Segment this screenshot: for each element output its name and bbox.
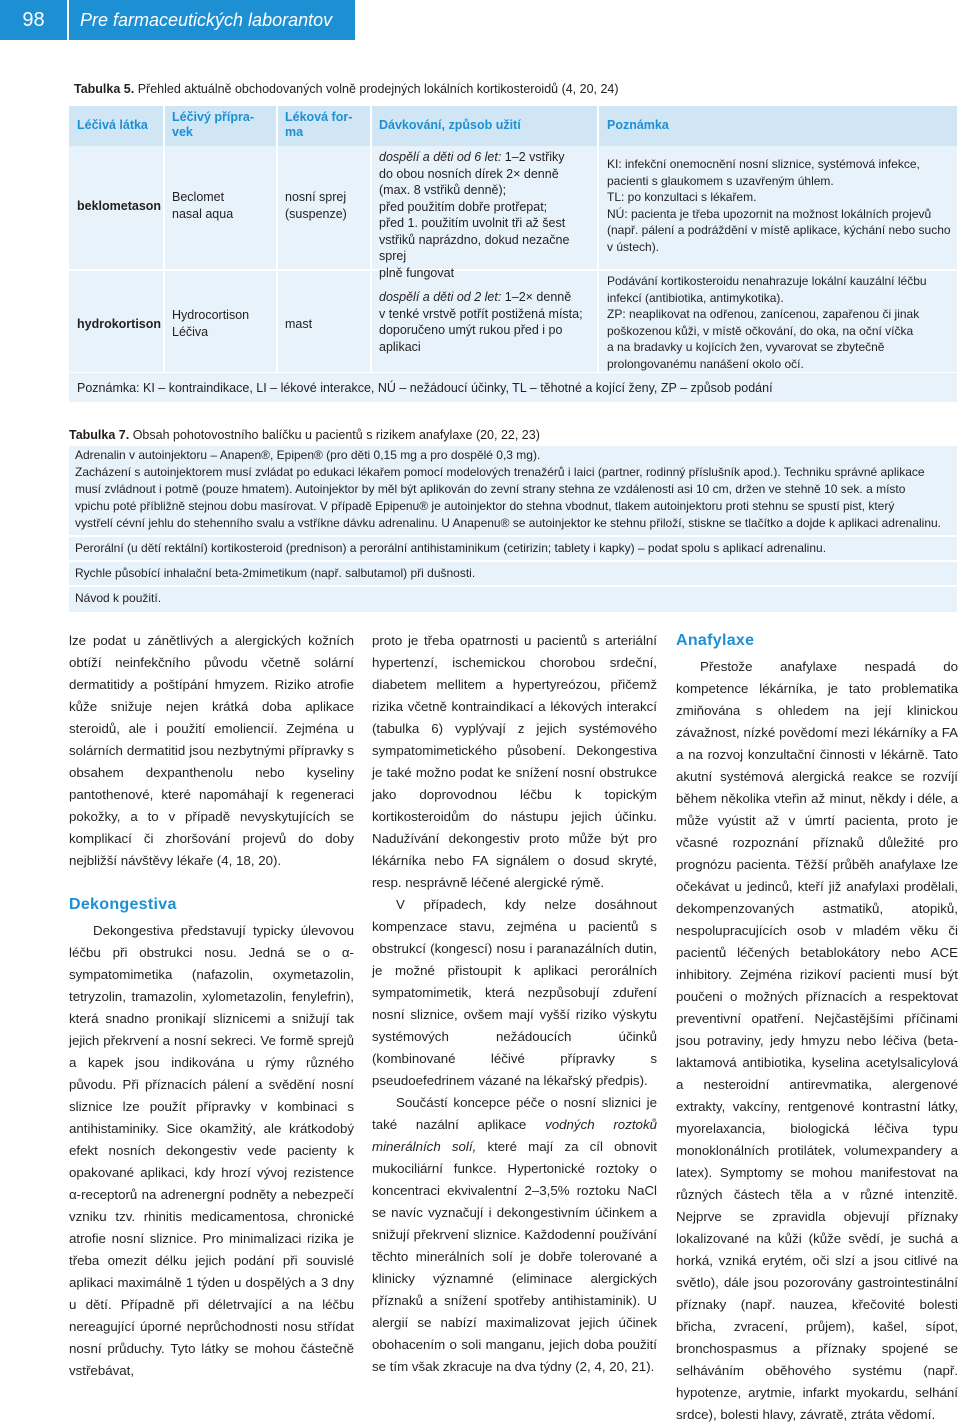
row2-preparation-line1: Hydrocortison [172,308,250,322]
row-divider [69,535,957,537]
row1-note-line: KI: infekční onemocnění nosní sliznice, systémová infekce, [607,157,920,171]
table7-caption-text: Obsah pohotovostního balíčku u pacientů s rizikem anafylaxe (20, 22, 23) [129,428,540,442]
table7-caption [69,428,540,442]
header-substance: Léčivá látka [77,118,148,132]
dekongestiva-paragraph: Dekongestiva představují typicky úlevovou léčbu při obstrukci nosu. Jedná se o α-sympatomimetika (nafazolin, oxymetazolin, tetryzolin, tramazolin, xylometazolin, fenylefrin), která snadno pronikají sliznicemi a snižují tak jejich překrvení a nosní sekreci. Ve formě sprejů a kapek jsou indikována u rýmy různého původu. Při příznacích pálení a svědění nosní sliznice lze použít přípravky v kombinaci s antihistaminiky. Sice okamžitý, ale krátkodobý efekt nosních dekongestiv vede pacienty k opakované aplikaci, kdy hrozí vývoj rezistence α-receptorů na adrenergní podněty a nebezpečí vzniku tzv. rhinitis medicamentosa, chronické atrofie nosní sliznice. Pro minimalizaci rizika je třeba omezit délku jejich podání při souvislé aplikaci maximálně 1 týden u dospělých a 3 dny u dětí. Případně při déletrvající a na léčbu nereagující úporné neprůchodnosti nosu střídat nosní průduchy. Tyto látky se mohou částečně vstřebávat, [69,923,354,1378]
table7-adrenalin [75,447,949,532]
col2-paragraph-3 [372,1092,657,1378]
header-dosage: Dávkování, způsob užití [379,118,521,132]
table5 [69,106,957,402]
row2-dosage-line: doporučeno umýt rukou před i po [379,323,563,337]
row1-dosage-prefix: dospělí a děti od 6 let: [379,150,502,164]
header-preparation-line2: vek [172,125,193,139]
row1-dosage-line: plně fungovat [379,265,455,280]
row2-note-line: ZP: neaplikovat na odřenou, zanícenou, zapařenou či jinak [607,307,920,321]
col2-p3-end: které mají za cíl obnovit mukociliární funkce. Hypertonické roztoky o koncentraci ekvivalentní 2–3,5% roztoku NaCl se navíc vyznačují i dekongestivním účinkem a snižují překrvení sliznice. Každodenní používání těchto minerálních solí je dobře tolerované a klinicky významné (eliminace alergických příznaků a snížení spotřeby antihistaminik). U alergií se nabízí maximalizovat jejich účinek obohacením o soli manganu, jejich doba použití se tím však zkracuje na dva týdny (2, 4, 20, 21). [372,1139,657,1374]
table7 [69,446,957,612]
row1-note [607,156,955,255]
row1-dosage-line: před 1. použitím uvolnit tři až šest [379,216,566,230]
header-note: Poznámka [607,118,669,132]
row1-preparation-line1: Beclomet [172,190,225,204]
table5-caption [74,82,619,96]
table7-instructions: Návod k použití. [75,591,162,605]
row1-dosage [379,149,594,281]
column-divider [370,106,372,372]
row2-preparation-line2: Léčiva [172,325,209,339]
text-column-3 [676,630,958,1426]
table7-label: Tabulka 7. [69,428,130,442]
dekongestiva-heading: Dekongestiva [69,896,177,913]
row1-preparation-line2: nasal aqua [172,207,234,221]
anafylaxe-paragraph: Přestože anafylaxe nespadá do kompetence lékárníka, je tato problematika zmiňována s ohledem na její klinickou závažnost, nízké povědomí mezi lékárníky a FA a na rozvoj konzultační činnosti v lékárně. Tato akutní systémová alergická reakce se rozvíjí během několika vteřin až minut, někdy i déle, a může vyústit až v úmrtí pacienta, proto je včasné rozpoznání příznaků důležité pro prognózu pacienta. Těžší průběh anafylaxe lze očekávat u jedinců, kteří již anafylaxi prodělali, dekompenzovaných astmatiků, atopiků, nespolupracujících osob v mladém věku či pacientů léčených betablokátory nebo ACE inhibitory. Zejména rizikoví pacienti musí být poučeni o možných příznacích a respektovat preventivní opatření. Nejčastějšími příčinami jsou potraviny, jedy hmyzu nebo léčiva (beta-laktamová antibiotika, kyselina acetylsalicylová a nesteroidní antirevmatika, alergenové extrakty, vakcíny, rentgenové kontrastní látky, myorelaxancia, biologická léčiva typu monoklonálních protilátek, volumexpandery a latex). Symptomy se mohou manifestovat na různých částech těla a v různé intenzitě. Nejprve se zpravidla objevují příznaky lokalizované na kůži (kůže svědí, je suchá a horká, vzniká erytém, oči slzí a jsou citlivé na světlo), dále jsou pozorovány gastrointestinální příznaky (např. nauzea, křečovité bolesti břicha, zvracení, průjem), kašel, sípot, bronchospasmus a příznaky spojené se selháváním oběhového systému (např. hypotenze, arytmie, infarkt myokardu, selhání srdce), bolesti hlavy, závratě, ztráta vědomí. [676,659,958,1422]
row1-form-line1: nosní sprej [285,190,347,204]
table7-line: vpichu poté příbližně stejnou dobu masírovat. V případě Epipenu® je autoinjektor do stehna vbodnut, tlakem autoinjektoru proti stehnu se spustí pist, který [75,499,895,513]
table7-line: Adrenalin v autoinjektoru – Anapen®, Epipen® (pro děti 0,15 mg a pro dospělé 0,3 mg). [75,448,541,462]
column-divider [597,106,599,372]
column-divider [276,106,278,372]
anafylaxe-heading: Anafylaxe [676,632,755,649]
row1-dosage-line: vstřiků naprázdno, dokud nezačne sprej [379,232,570,263]
row2-substance: hydrokortison [77,317,162,331]
row2-note-line: poškozenou kůži, v místě očkování, do oka, na oční víčka [607,323,914,338]
row1-note-line: pacienti s glaukomem s uzavřeným úhlem. [607,173,834,188]
table7-corticosteroid: Perorální (u dětí rektální) kortikosteroid (prednison) a perorální antihistaminikum (cetirizin; tablety i kapky) – podat spolu s aplikací adrenalinu. [75,541,827,555]
row2-note-line: prolongovanému nanášení okolo očí. [607,356,804,371]
table5-footnote: Poznámka: KI – kontraindikace, LI – lékové interakce, NÚ – nežádoucí účinky, TL – těhotné a kojící ženy, ZP – způsob podání [69,374,957,402]
row2-dosage-line: aplikaci [379,339,421,354]
row2-dosage-line1 [379,289,594,306]
row2-note-line: a na bradavky u kojících žen, vyvarovat se zbytečně [607,340,885,354]
col2-paragraph-2: V případech, kdy nelze dosáhnout kompenzace stavu, zejména u pacientů s obstrukcí (kongescí) nosu i paranazálních dutin, je možné přistoupit k aplikaci perorálních sympatomimetik, která nezpůsobují zduření nosní sliznice, ovšem mají vyšší riziko výskytu systémových nežádoucích účinků (kombinované léčivé přípravky s pseudoefedrinem vázané na lékařský předpis). [372,897,657,1088]
row-divider [69,560,957,562]
row2-note-line: infekcí (antibiotika, antimykotika). [607,290,784,305]
row1-dosage-line1 [379,149,594,166]
table7-line: Zacházení s autoinjektorem musí zvládat po edukaci lékařem pomocí modelových trenažérů i laici (partner, rodinný příslušník apod.). Techniku správné aplikace [75,465,925,479]
intro-paragraph: lze podat u zánětlivých a alergických kožních obtíží neinfekčního původu včetně solární dermatitidy a poštípání hmyzem. Riziko atrofie kůže snižuje nejen krátká doba aplikace steroidů, ale i použití emoliencií. Zejména u solárních dermatitid jsou nezbytnými přípravky s obsahem dexpanthenolu nebo kyseliny pantothenové, které napomáhají k regeneraci pokožky, a to v případě nevyskytujících se komplikací či zhoršování projevů do doby nejbližší návštěvy lékaře (4, 18, 20). [69,633,354,868]
table5-caption-text: Přehled aktuálně obchodovaných volně prodejných lokálních kortikosteroidů (4, 20, 24) [134,82,619,96]
row2-form: mast [285,317,313,331]
row1-substance: beklometason [77,199,162,213]
table5-label: Tabulka 5. [74,82,135,96]
row2-dosage-prefix: dospělí a děti od 2 let: [379,290,502,304]
column-divider [163,106,165,372]
running-title: Pre farmaceutických laborantov [69,0,355,40]
header-preparation-line1: Léčivý přípra- [172,110,254,124]
header-form-line1: Léková for- [285,110,353,124]
header-form-line2: ma [285,125,304,139]
row1-note-line: NÚ: pacienta je třeba upozornit na možnost lokálních projevů [607,206,932,221]
row2-dosage-line: v tenké vrstvě potřít postižená místa; [379,306,583,321]
col2-paragraph-1: proto je třeba opatrnosti u pacientů s arteriální hypertenzí, ischemickou chorobou srdeční, diabetem mellitem a hypertyreózou, přičemž rizika včetně kontraindikací a lékových interakcí (tabulka 6) vyplývají z jejich systémového sympatomimetického působení. Dekongestiva je také možno podat ke snížení nosní obstrukce jako doprovodnou léčbu k topickým kortikosteroidům do nástupu jejich účinku. Nadužívání dekongestiv proto může být pro lékárníka nebo FA signálem o dosud skryté, resp. nesprávně léčené alergické rýmě. [372,633,657,890]
row1-dosage-line: před použitím dobře protřepat; [379,199,548,214]
row2-dosage [379,289,594,355]
row1-dosage-line: (max. 8 vstřiků denně); [379,183,507,197]
footnote-divider [69,372,957,373]
table7-inhalation: Rychle působící inhalační beta-2mimetikum (např. salbutamol) při dušnosti. [75,566,476,580]
row1-note-line: TL: po konzultaci s lékařem. [607,190,757,204]
table5-header-row [69,106,957,146]
page-header [0,0,960,40]
row1-dosage-line1-text: 1–2 vstřiky [501,150,565,164]
table7-line: vystřelí cévní jehlu do stehenního svalu a vstříkne dávku adrenalinu. U Anapenu® se autoinjektor ke stehnu přiloží, stiskne se tlačítko a dojde k aplikaci adrenalinu. [75,516,942,530]
row1-form-line2: (suspenze) [285,207,347,221]
col2-p3-emphasis: vodných roztoků minerálních solí, [372,1117,657,1154]
row1-dosage-line: do obou nosních dírek 2× denně [379,166,559,181]
row-divider [69,585,957,587]
table7-line: musí zvládnout i potmě (pouze hmatem). Autoinjektor by měl být aplikován do zevní strany stehna ze vzdálenosti asi 10 cm, držen ve stehně 10 sek. a místo [75,482,906,496]
row2-dosage-line1-text: 1–2× denně [501,290,572,304]
col2-p3-start: Součástí koncepce péče o nosní sliznici je také nazální aplikace [372,1095,657,1132]
row2-note-line: Podávání kortikosteroidu nenahrazuje lokální kauzální léčbu [607,274,927,288]
row1-note-line: (např. pálení a podráždění v místě aplikace, kýchání nebo sucho [607,223,951,237]
text-column-2 [372,630,657,1378]
text-column-1 [69,630,354,1382]
page-number: 98 [0,0,67,40]
row1-note-line: v ústech). [607,239,660,254]
row2-note [607,273,955,372]
